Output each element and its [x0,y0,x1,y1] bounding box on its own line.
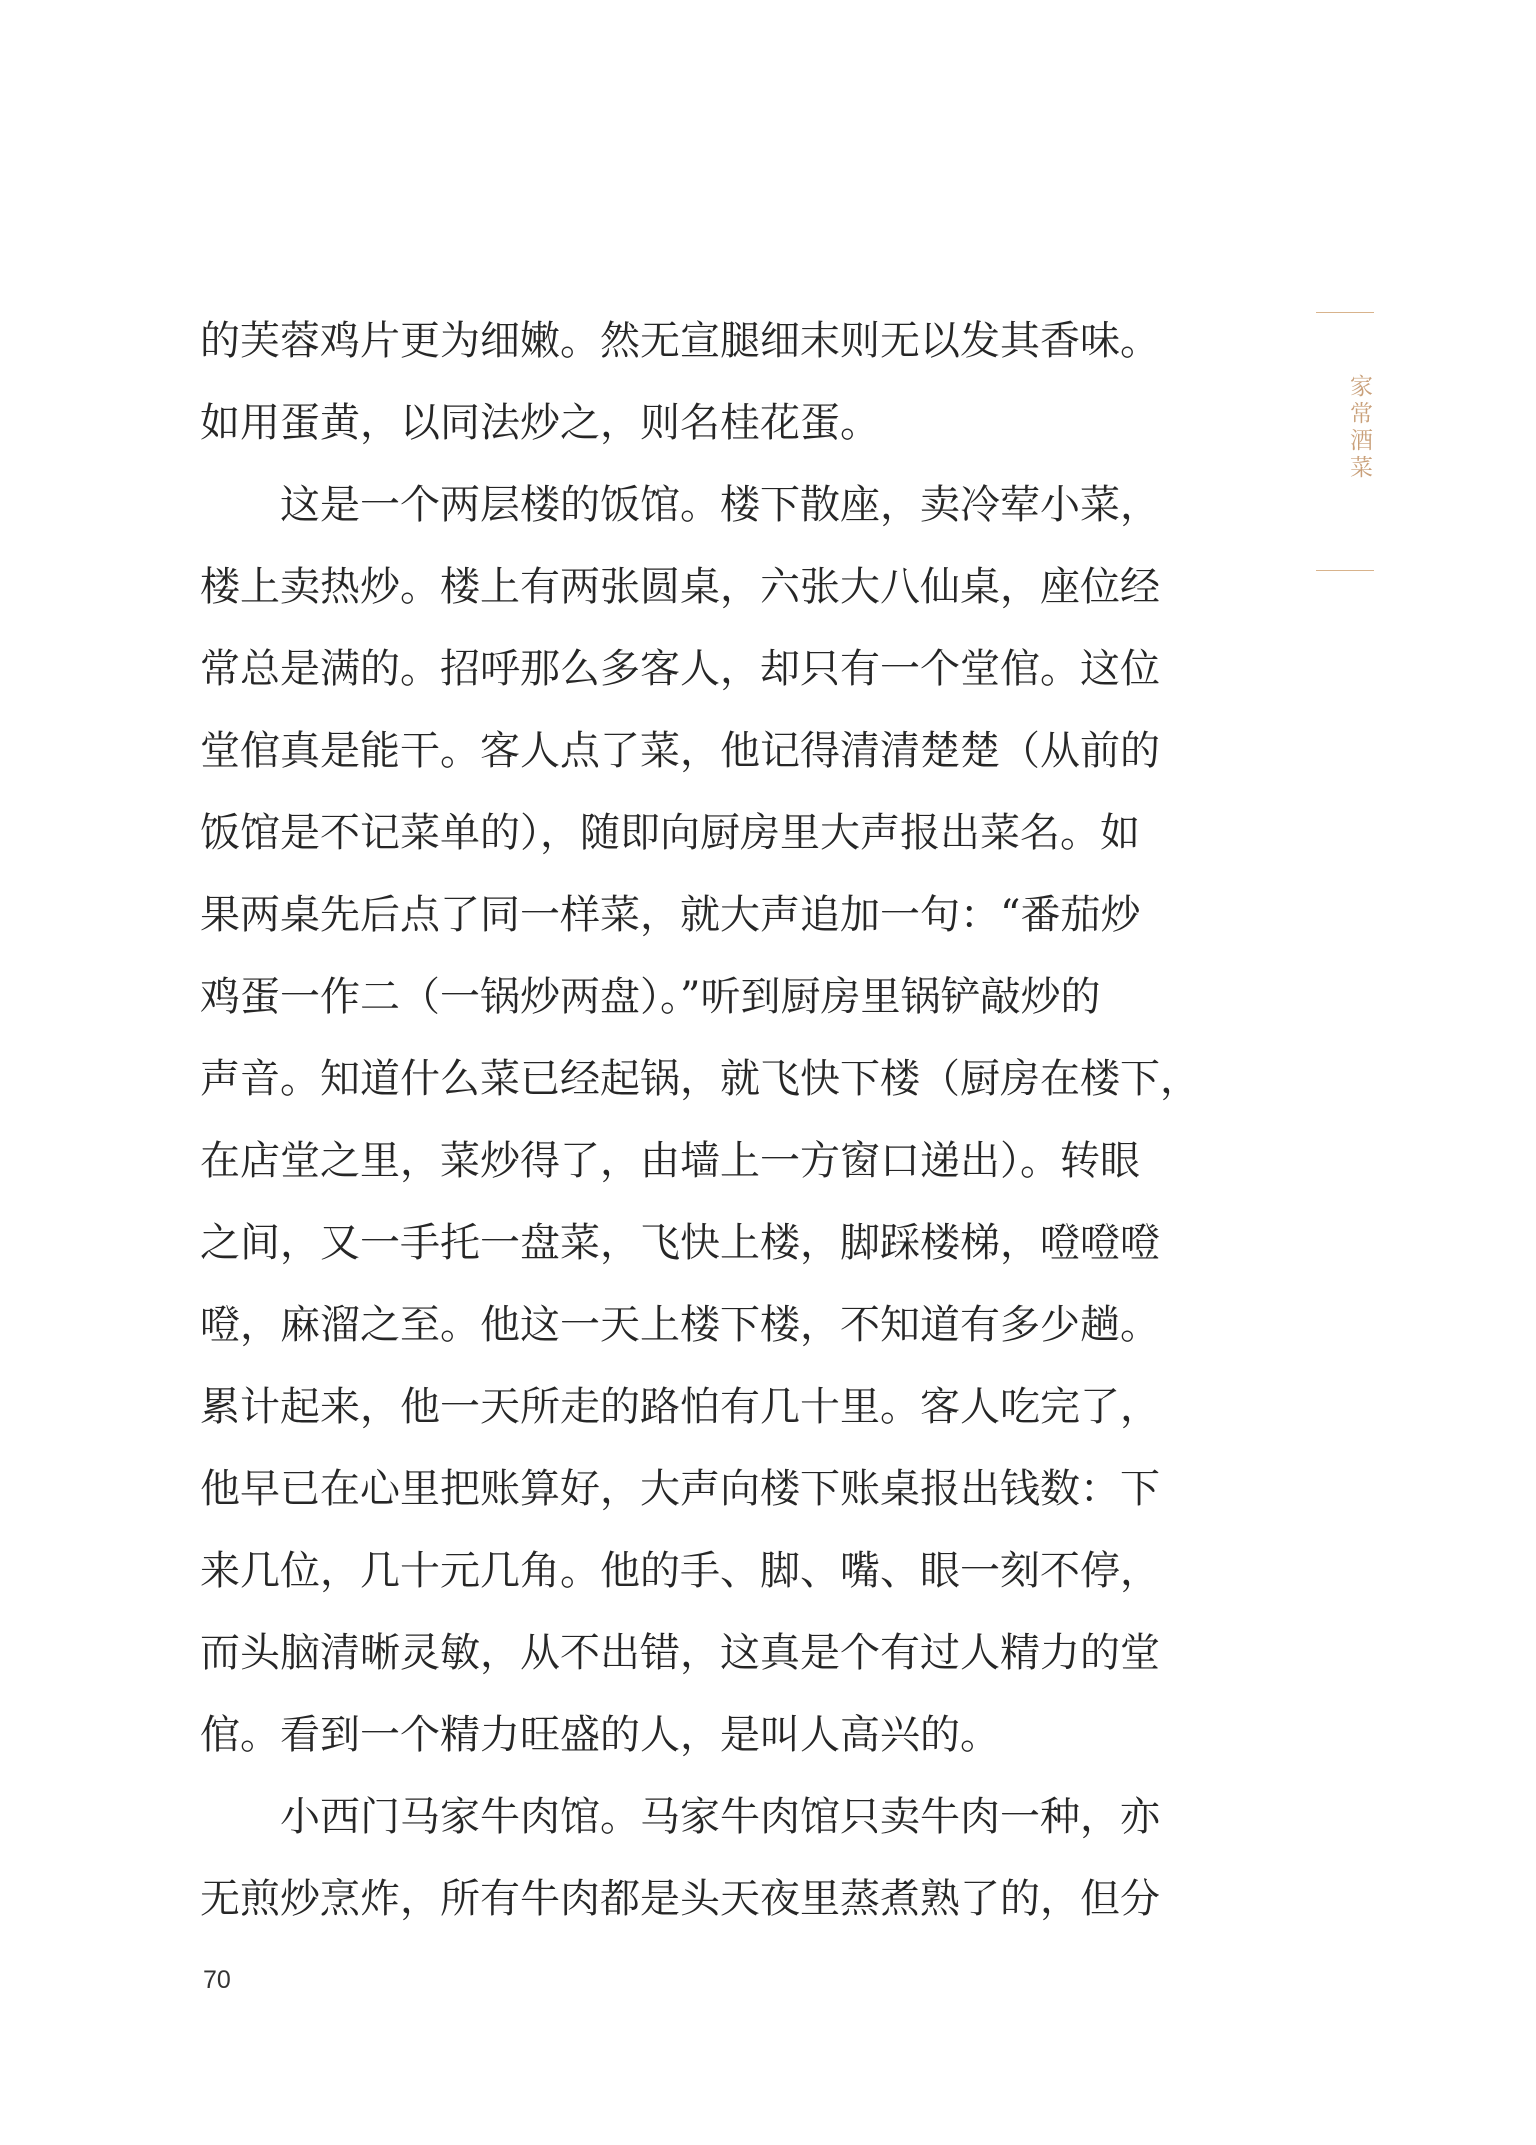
text-line: 常总是满的。招呼那么多客人，却只有一个堂倌。这位 [200,646,1160,692]
text-line: 小西门马家牛肉馆。马家牛肉馆只卖牛肉一种，亦 [200,1794,1160,1840]
chapter-title-vertical: 家常酒菜 [1346,374,1372,482]
text-line: 的芙蓉鸡片更为细嫩。然无宣腿细末则无以发其香味。 [200,318,1160,364]
text-line: 来几位，几十元几角。他的手、脚、嘴、眼一刻不停， [200,1548,1160,1594]
text-line: 而头脑清晰灵敏，从不出错，这真是个有过人精力的堂 [200,1630,1160,1676]
text-line: 噔，麻溜之至。他这一天上楼下楼，不知道有多少趟。 [200,1302,1160,1348]
body-text [200,300,1200,1940]
text-line: 饭馆是不记菜单的），随即向厨房里大声报出菜名。如 [200,810,1140,856]
text-line: 如用蛋黄，以同法炒之，则名桂花蛋。 [200,400,880,446]
text-line: 无煎炒烹炸，所有牛肉都是头天夜里蒸煮熟了的，但分 [200,1876,1160,1922]
text-line: 楼上卖热炒。楼上有两张圆桌，六张大八仙桌，座位经 [200,564,1160,610]
chapter-side-header [1316,312,1374,577]
text-line: 堂倌真是能干。客人点了菜，他记得清清楚楚（从前的 [200,728,1160,774]
text-line: 鸡蛋一作二（一锅炒两盘）。”听到厨房里锅铲敲炒的 [200,974,1101,1020]
text-line: 他早已在心里把账算好，大声向楼下账桌报出钱数：下 [200,1466,1160,1512]
text-line: 这是一个两层楼的饭馆。楼下散座，卖冷荤小菜， [200,482,1160,528]
page-number: 70 [203,1966,231,1994]
side-header-bottom-rule [1316,570,1374,571]
text-line: 果两桌先后点了同一样菜，就大声追加一句：“番茄炒 [200,892,1141,938]
text-line: 之间，又一手托一盘菜，飞快上楼，脚踩楼梯，噔噔噔 [200,1220,1160,1266]
text-line: 累计起来，他一天所走的路怕有几十里。客人吃完了， [200,1384,1160,1430]
text-line: 在店堂之里，菜炒得了，由墙上一方窗口递出）。转眼 [200,1138,1140,1184]
side-header-top-rule [1316,312,1374,313]
text-line: 声音。知道什么菜已经起锅，就飞快下楼（厨房在楼下， [200,1056,1200,1102]
text-line: 倌。看到一个精力旺盛的人，是叫人高兴的。 [200,1712,1000,1758]
